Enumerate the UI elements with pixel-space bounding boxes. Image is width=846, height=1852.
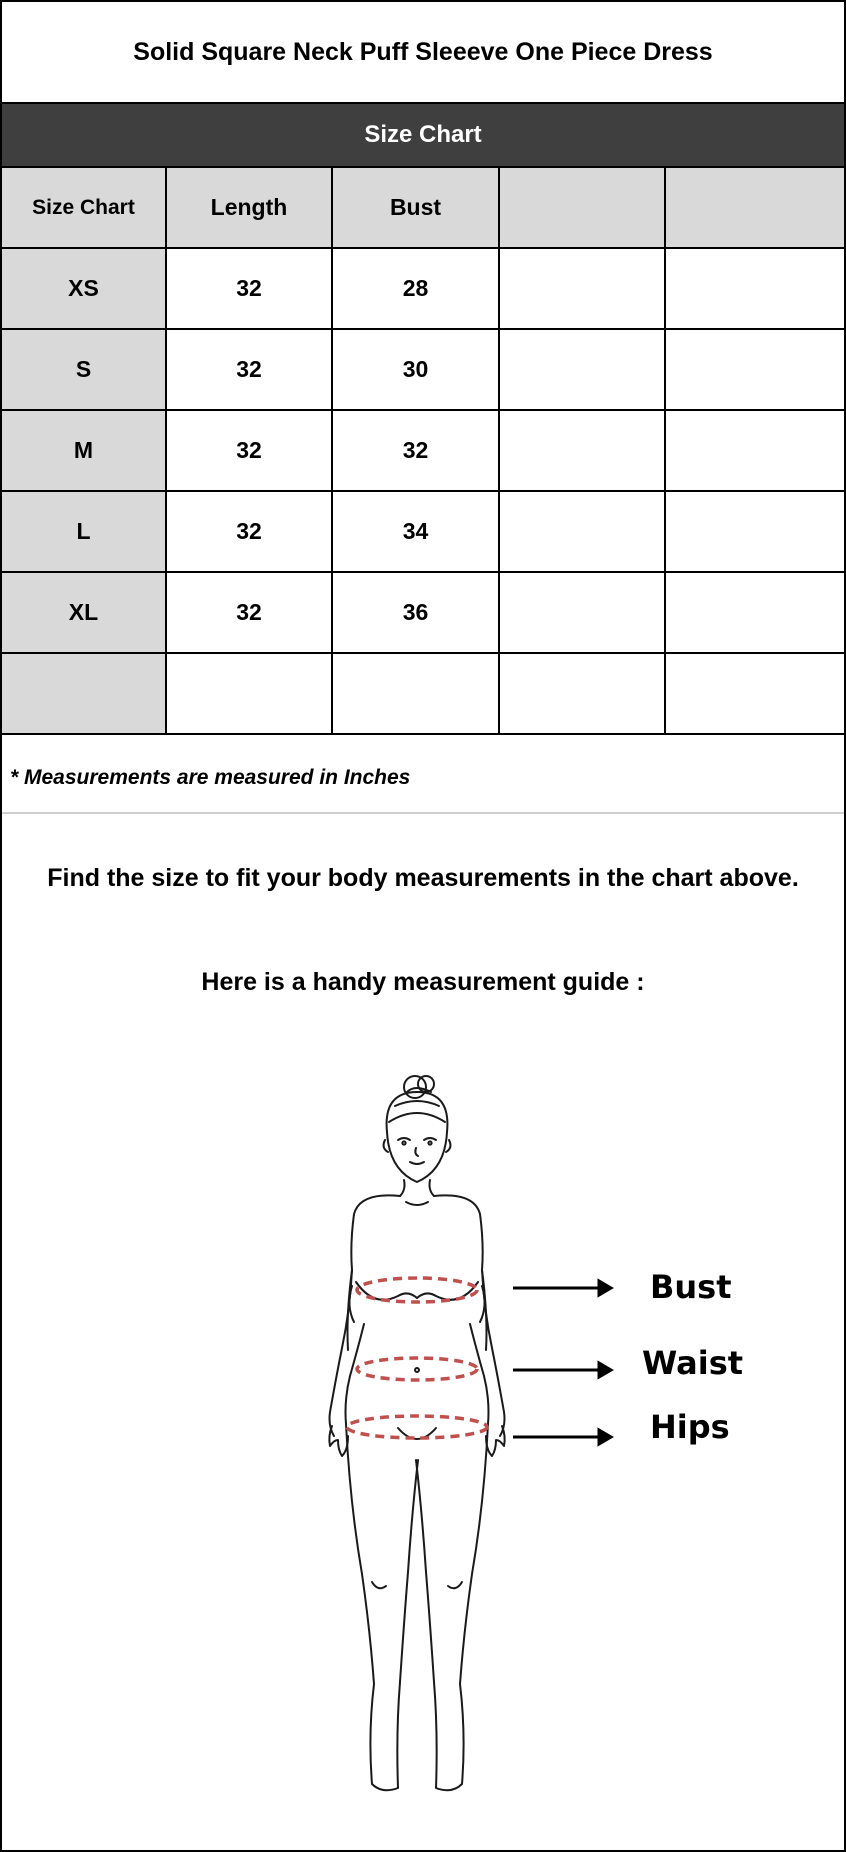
measurement-lines <box>347 1278 487 1438</box>
bust-cell: 32 <box>332 410 499 491</box>
table-row <box>2 653 844 734</box>
empty-cell <box>499 491 665 572</box>
column-header <box>665 168 844 248</box>
empty-cell <box>499 410 665 491</box>
arrow-head-icon <box>599 1363 611 1377</box>
empty-cell <box>665 329 844 410</box>
length-cell: 32 <box>166 491 332 572</box>
column-header: Size Chart <box>2 168 166 248</box>
arrow-head-icon <box>599 1281 611 1295</box>
empty-cell <box>665 653 844 734</box>
product-title: Solid Square Neck Puff Sleeeve One Piece Dress <box>133 37 713 66</box>
hips-label: Hips <box>650 1408 730 1446</box>
column-header <box>499 168 665 248</box>
table-row <box>2 410 844 491</box>
size-cell: XS <box>2 248 166 329</box>
table-header-row <box>2 168 844 248</box>
size-table <box>2 168 844 735</box>
bust-cell <box>332 653 499 734</box>
size-cell <box>2 653 166 734</box>
table-row <box>2 329 844 410</box>
body-outline <box>329 1076 504 1790</box>
measurement-arrows <box>507 1272 627 1452</box>
empty-cell <box>499 248 665 329</box>
size-cell: L <box>2 491 166 572</box>
arrow-head-icon <box>599 1430 611 1444</box>
waist-label: Waist <box>642 1344 744 1382</box>
empty-cell <box>665 491 844 572</box>
empty-cell <box>665 248 844 329</box>
length-cell: 32 <box>166 248 332 329</box>
bust-cell: 28 <box>332 248 499 329</box>
table-row <box>2 491 844 572</box>
instruction-text: Find the size to fit your body measurements in the chart above. <box>47 864 799 892</box>
column-header: Length <box>166 168 332 248</box>
column-header: Bust <box>332 168 499 248</box>
table-row <box>2 572 844 653</box>
size-chart-heading: Size Chart <box>2 102 844 168</box>
length-cell: 32 <box>166 572 332 653</box>
table-row <box>2 248 844 329</box>
length-cell: 32 <box>166 329 332 410</box>
size-cell: S <box>2 329 166 410</box>
bust-cell: 34 <box>332 491 499 572</box>
measurement-unit-note: * Measurements are measured in Inches <box>2 744 844 814</box>
empty-cell <box>499 572 665 653</box>
size-cell: XL <box>2 572 166 653</box>
empty-cell <box>499 329 665 410</box>
hips-line <box>347 1416 487 1438</box>
size-cell: M <box>2 410 166 491</box>
bust-label: Bust <box>650 1268 732 1306</box>
length-cell <box>166 653 332 734</box>
length-cell: 32 <box>166 410 332 491</box>
empty-cell <box>499 653 665 734</box>
guide-heading: Here is a handy measurement guide : <box>201 968 645 996</box>
empty-cell <box>665 410 844 491</box>
bust-cell: 30 <box>332 329 499 410</box>
bust-cell: 36 <box>332 572 499 653</box>
empty-cell <box>665 572 844 653</box>
